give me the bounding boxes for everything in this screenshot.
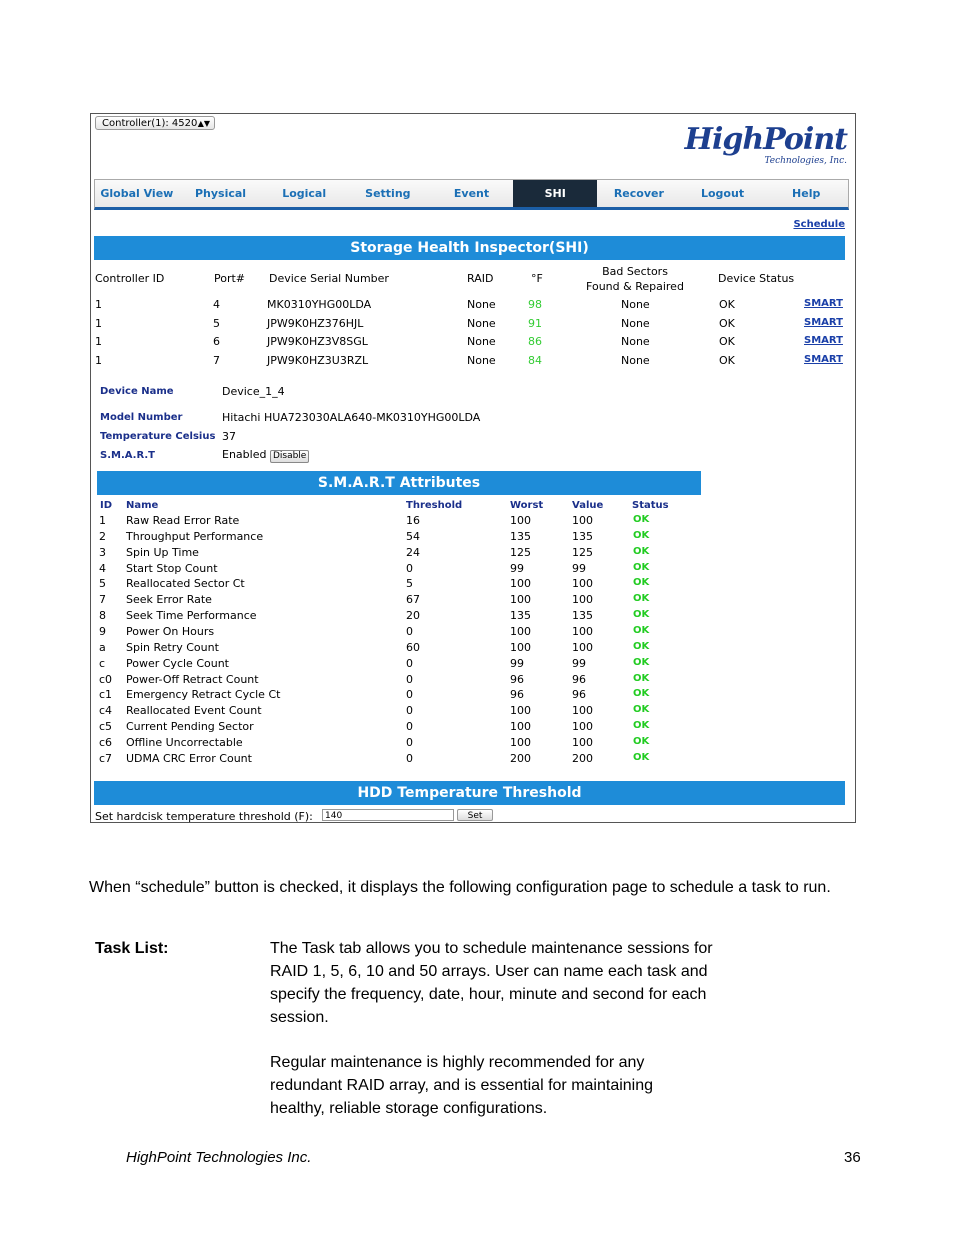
shi-header-port: Port# xyxy=(214,272,246,285)
smart-link[interactable]: SMART xyxy=(804,298,843,309)
smart-cell-id: c4 xyxy=(99,704,113,718)
smart-cell-worst: 100 xyxy=(510,593,531,607)
hdd-threshold-input[interactable]: 140 xyxy=(322,809,454,821)
smart-cell-value: 100 xyxy=(572,593,593,607)
smart-cell-name: Offline Uncorrectable xyxy=(126,735,243,749)
smart-cell-id: c0 xyxy=(99,672,113,686)
shi-cell-serial: JPW9K0HZ3U3RZL xyxy=(267,354,369,368)
smart-cell-name: Power Cycle Count xyxy=(126,656,229,670)
smart-cell-id: a xyxy=(99,640,106,654)
smart-cell-threshold: 0 xyxy=(406,720,413,734)
smart-cell-name: Seek Error Rate xyxy=(126,593,212,607)
smart-status-value xyxy=(222,448,309,463)
smart-cell-worst: 100 xyxy=(510,720,531,734)
smart-cell-status: OK xyxy=(633,672,650,684)
smart-cell-threshold: 0 xyxy=(406,751,413,765)
shi-cell-bad: None xyxy=(621,354,650,368)
smart-cell-worst: 100 xyxy=(510,624,531,638)
schedule-link[interactable]: Schedule xyxy=(793,219,845,230)
smart-cell-id: c5 xyxy=(99,720,113,734)
smart-cell-threshold: 54 xyxy=(406,529,420,543)
shi-header-status: Device Status xyxy=(718,272,795,285)
smart-cell-threshold: 0 xyxy=(406,656,413,670)
smart-label: S.M.A.R.T xyxy=(100,450,155,461)
smart-header-value: Value xyxy=(572,500,604,511)
shi-cell-status: OK xyxy=(719,298,735,311)
shi-cell-bad: None xyxy=(621,316,650,330)
smart-cell-status: OK xyxy=(633,577,650,589)
smart-cell-threshold: 16 xyxy=(406,514,420,527)
smart-cell-status: OK xyxy=(633,593,650,605)
shi-cell-port: 4 xyxy=(213,298,220,311)
hdd-title-bar: HDD Temperature Threshold xyxy=(94,781,845,805)
smart-cell-id: c6 xyxy=(99,735,113,749)
shi-cell-port: 7 xyxy=(213,354,220,368)
smart-cell-threshold: 0 xyxy=(406,672,413,686)
smart-cell-id: c xyxy=(99,656,106,670)
shi-cell-controller: 1 xyxy=(95,298,102,311)
smart-cell-worst: 99 xyxy=(510,561,524,575)
controller-select[interactable] xyxy=(95,116,215,130)
shi-cell-port: 5 xyxy=(213,316,220,330)
smart-cell-name: Power On Hours xyxy=(126,624,215,638)
smart-cell-value: 200 xyxy=(572,751,593,765)
smart-cell-id: 9 xyxy=(99,624,106,638)
smart-cell-threshold: 5 xyxy=(406,577,413,591)
smart-cell-name: Emergency Retract Cycle Ct xyxy=(126,688,281,702)
footer-company: HighPoint Technologies Inc. xyxy=(126,1149,312,1166)
shi-header-bad1: Bad Sectors xyxy=(602,265,668,278)
shi-cell-temp: 86 xyxy=(528,335,542,349)
select-arrows-icon: ▲▼ xyxy=(197,119,210,128)
tab-recover[interactable]: Recover xyxy=(613,187,664,200)
shi-header-serial: Device Serial Number xyxy=(269,272,389,285)
smart-cell-id: 2 xyxy=(99,529,106,543)
smart-cell-name: Spin Retry Count xyxy=(126,640,219,654)
nav-bar xyxy=(94,179,849,210)
shi-header-bad2: Found & Repaired xyxy=(586,280,684,293)
smart-cell-name: Raw Read Error Rate xyxy=(126,514,240,527)
temperature-celsius-label: Temperature Celsius xyxy=(100,431,216,442)
logo-main: HighPoint xyxy=(684,122,847,157)
smart-cell-worst: 125 xyxy=(510,545,531,559)
smart-header-name: Name xyxy=(126,500,159,511)
logo-sub: Technologies, Inc. xyxy=(764,156,847,166)
smart-cell-id: 5 xyxy=(99,577,106,591)
shi-cell-raid: None xyxy=(467,298,496,311)
smart-cell-id: 8 xyxy=(99,609,106,623)
shi-header-controller: Controller ID xyxy=(95,272,165,285)
shi-cell-serial: JPW9K0HZ376HJL xyxy=(267,316,364,330)
smart-cell-value: 100 xyxy=(572,720,593,734)
tab-global-view[interactable]: Global View xyxy=(100,187,174,200)
smart-cell-status: OK xyxy=(633,735,650,747)
smart-cell-worst: 200 xyxy=(510,751,531,765)
smart-cell-status: OK xyxy=(633,561,650,573)
smart-cell-value: 100 xyxy=(572,735,593,749)
tab-shi[interactable]: SHI xyxy=(513,180,597,207)
shi-cell-status: OK xyxy=(719,335,735,349)
intro-paragraph: When “schedule” button is checked, it displays the following configuration page to schedule a task to run. xyxy=(89,879,831,896)
smart-cell-value: 96 xyxy=(572,688,586,702)
smart-cell-name: Spin Up Time xyxy=(126,545,199,559)
smart-cell-name: Reallocated Event Count xyxy=(126,704,262,718)
device-name-value: Device_1_4 xyxy=(222,385,285,398)
controller-select-value: Controller(1): 4520 xyxy=(102,118,198,129)
tab-setting[interactable]: Setting xyxy=(365,187,411,200)
smart-cell-worst: 100 xyxy=(510,735,531,749)
smart-cell-name: Throughput Performance xyxy=(126,529,264,543)
tab-help[interactable]: Help xyxy=(792,187,821,200)
smart-cell-value: 100 xyxy=(572,514,593,527)
smart-cell-status: OK xyxy=(633,514,650,525)
smart-cell-value: 100 xyxy=(572,577,593,591)
set-button[interactable]: Set xyxy=(457,809,493,821)
smart-cell-id: 1 xyxy=(99,514,106,527)
shi-cell-temp: 98 xyxy=(528,298,542,311)
smart-enabled-text: Enabled xyxy=(222,448,267,461)
task-list-label: Task List: xyxy=(95,940,169,957)
temperature-celsius-value: 37 xyxy=(222,430,236,443)
smart-cell-worst: 100 xyxy=(510,640,531,654)
smart-cell-worst: 135 xyxy=(510,609,531,623)
smart-cell-name: Current Pending Sector xyxy=(126,720,254,734)
smart-cell-worst: 100 xyxy=(510,577,531,591)
smart-cell-threshold: 0 xyxy=(406,735,413,749)
smart-cell-status: OK xyxy=(633,640,650,652)
smart-cell-threshold: 60 xyxy=(406,640,420,654)
shi-cell-bad: None xyxy=(621,335,650,349)
smart-title-bar: S.M.A.R.T Attributes xyxy=(97,471,701,495)
shi-cell-port: 6 xyxy=(213,335,220,349)
smart-cell-worst: 99 xyxy=(510,656,524,670)
task-paragraph-1: The Task tab allows you to schedule maintenance sessions for RAID 1, 5, 6, 10 and 50 arrays. User can name each task and specify the frequency, date, hour, minute and second for each session. xyxy=(270,940,713,1026)
device-name-label: Device Name xyxy=(100,386,174,397)
smart-cell-value: 135 xyxy=(572,529,593,543)
smart-cell-value: 100 xyxy=(572,624,593,638)
disable-button[interactable]: Disable xyxy=(270,450,309,463)
smart-cell-value: 135 xyxy=(572,609,593,623)
smart-cell-worst: 135 xyxy=(510,529,531,543)
shi-cell-serial: MK0310YHG00LDA xyxy=(267,298,372,311)
model-number-value: Hitachi HUA723030ALA640-MK0310YHG00LDA xyxy=(222,411,481,424)
smart-cell-id: 4 xyxy=(99,561,106,575)
smart-cell-status: OK xyxy=(633,545,650,557)
task-paragraph-2: Regular maintenance is highly recommended for any redundant RAID array, and is essential for maintaining healthy, reliable storage configurations. xyxy=(270,1054,654,1117)
smart-cell-value: 99 xyxy=(572,656,586,670)
tab-event[interactable]: Event xyxy=(453,187,490,200)
smart-header-status: Status xyxy=(632,500,669,511)
shi-cell-serial: JPW9K0HZ3V8SGL xyxy=(267,335,368,349)
smart-cell-worst: 100 xyxy=(510,704,531,718)
shi-cell-status: OK xyxy=(719,316,735,330)
smart-cell-threshold: 0 xyxy=(406,688,413,702)
smart-cell-status: OK xyxy=(633,720,650,732)
footer-page-number: 36 xyxy=(844,1149,861,1166)
shi-cell-temp: 84 xyxy=(528,354,542,368)
smart-cell-status: OK xyxy=(633,529,650,541)
smart-cell-worst: 96 xyxy=(510,688,524,702)
shi-cell-controller: 1 xyxy=(95,335,102,349)
smart-cell-value: 99 xyxy=(572,561,586,575)
highpoint-logo xyxy=(667,124,847,172)
smart-cell-name: UDMA CRC Error Count xyxy=(126,751,252,765)
smart-header-id: ID xyxy=(100,500,113,511)
smart-cell-id: c1 xyxy=(99,688,113,702)
shi-cell-controller: 1 xyxy=(95,316,102,330)
shi-screenshot xyxy=(90,113,856,823)
shi-cell-raid: None xyxy=(467,354,496,368)
smart-cell-threshold: 24 xyxy=(406,545,420,559)
shi-cell-temp: 91 xyxy=(528,316,542,330)
smart-cell-name: Seek Time Performance xyxy=(126,609,257,623)
smart-link[interactable]: SMART xyxy=(804,335,843,347)
shi-cell-raid: None xyxy=(467,316,496,330)
smart-link[interactable]: SMART xyxy=(804,316,843,328)
smart-cell-threshold: 0 xyxy=(406,561,413,575)
shi-header-raid: RAID xyxy=(467,272,494,285)
smart-cell-value: 96 xyxy=(572,672,586,686)
smart-cell-status: OK xyxy=(633,704,650,716)
model-number-label: Model Number xyxy=(100,412,183,423)
shi-title-bar: Storage Health Inspector(SHI) xyxy=(94,236,845,260)
shi-cell-bad: None xyxy=(621,298,650,311)
tab-physical[interactable]: Physical xyxy=(194,187,247,200)
smart-cell-value: 125 xyxy=(572,545,593,559)
smart-cell-id: c7 xyxy=(99,751,113,765)
shi-cell-controller: 1 xyxy=(95,354,102,368)
smart-cell-status: OK xyxy=(633,624,650,636)
smart-cell-worst: 96 xyxy=(510,672,524,686)
smart-cell-id: 3 xyxy=(99,545,106,559)
shi-cell-status: OK xyxy=(719,354,735,368)
smart-cell-threshold: 0 xyxy=(406,624,413,638)
shi-cell-raid: None xyxy=(467,335,496,349)
tab-logout[interactable]: Logout xyxy=(700,187,745,200)
smart-cell-status: OK xyxy=(633,609,650,621)
smart-cell-value: 100 xyxy=(572,640,593,654)
tab-logical[interactable]: Logical xyxy=(282,187,327,200)
smart-cell-status: OK xyxy=(633,751,650,763)
shi-header-temp: °F xyxy=(531,272,543,285)
hdd-threshold-label: Set hardcisk temperature threshold (F): xyxy=(95,810,313,823)
smart-header-threshold: Threshold xyxy=(406,500,463,511)
smart-header-worst: Worst xyxy=(510,500,544,511)
smart-cell-worst: 100 xyxy=(510,514,531,527)
smart-cell-name: Power-Off Retract Count xyxy=(126,672,259,686)
smart-link[interactable]: SMART xyxy=(804,354,843,366)
smart-cell-threshold: 20 xyxy=(406,609,420,623)
smart-cell-name: Start Stop Count xyxy=(126,561,218,575)
smart-cell-threshold: 0 xyxy=(406,704,413,718)
smart-cell-status: OK xyxy=(633,688,650,700)
smart-cell-threshold: 67 xyxy=(406,593,420,607)
smart-cell-id: 7 xyxy=(99,593,106,607)
smart-cell-status: OK xyxy=(633,656,650,668)
smart-cell-value: 100 xyxy=(572,704,593,718)
smart-cell-name: Reallocated Sector Ct xyxy=(126,577,245,591)
